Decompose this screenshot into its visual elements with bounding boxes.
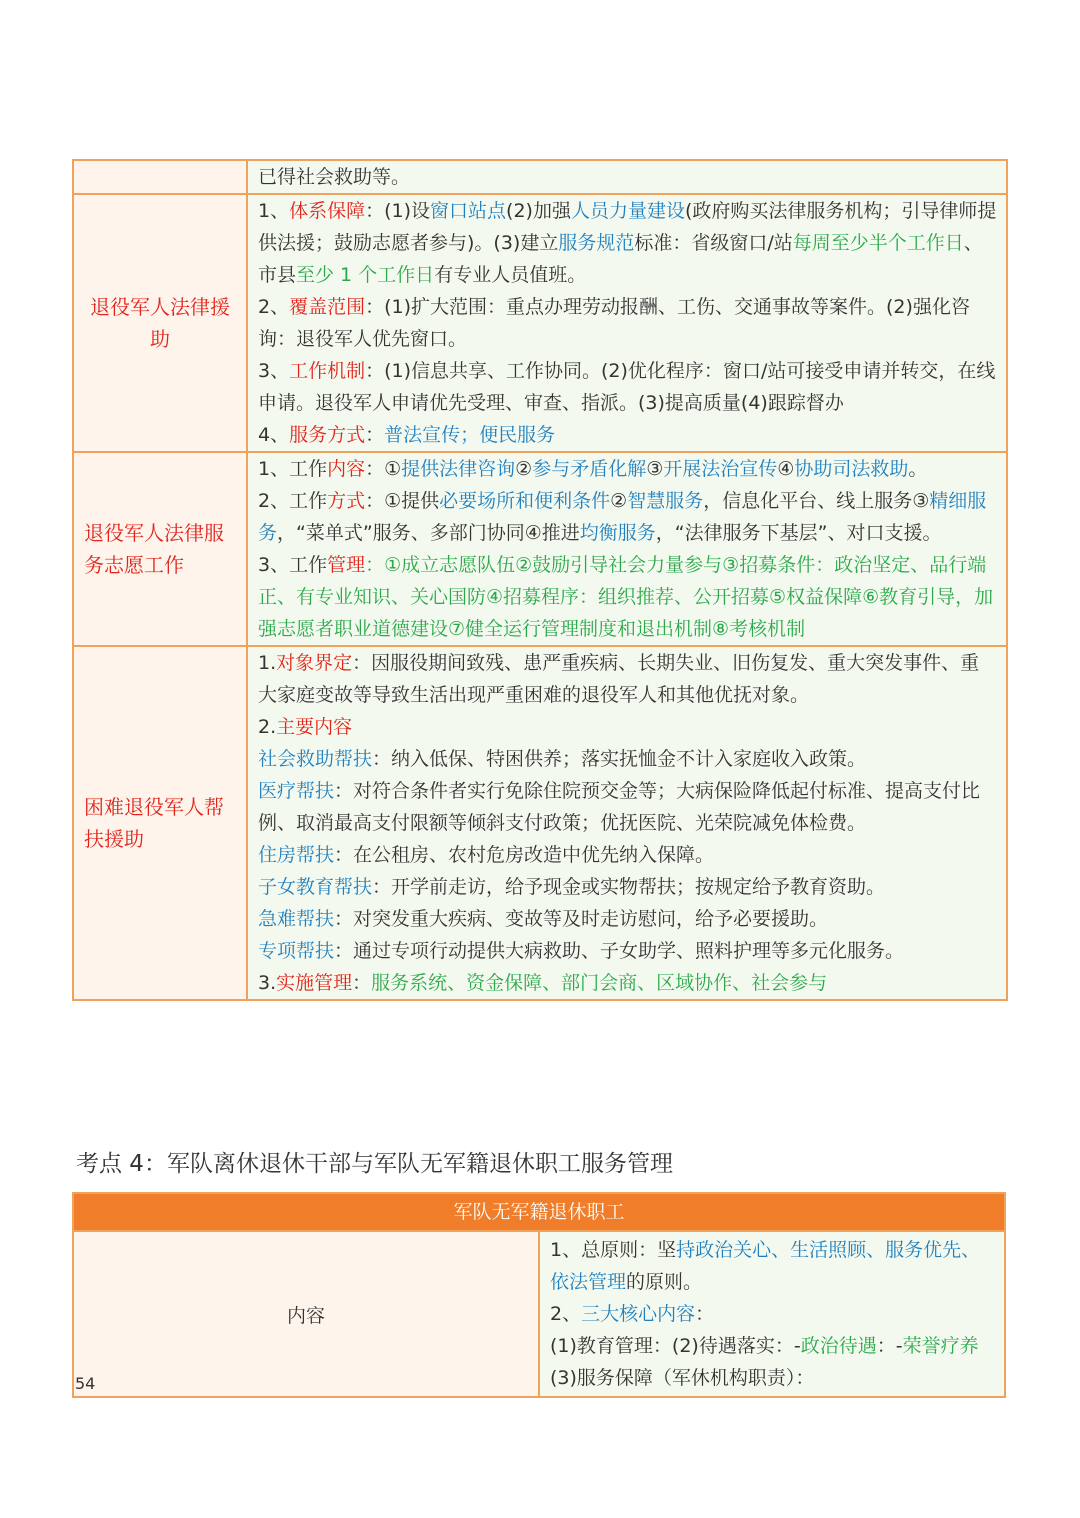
body-text: ③ [646,458,664,480]
highlight-text: 三大核心内容 [581,1303,696,1325]
highlight-text: ：①成立志愿队伍②鼓励引导社会力量参与③招募条件：政治坚定、品行端正、有专业知识、关心国防④招募程序：组织推荐、公开招募⑤权益保障⑥教育引导，加强志愿者职业道德建设⑦健全运行管理制度和退出机制⑧考核机制 [258,554,994,640]
highlight-text: 专项帮扶 [258,940,335,962]
highlight-text: 荣誉疗养 [902,1335,979,1357]
body-text: ，“法律服务下基层”、对口支援。 [655,522,942,544]
body-text: ：在公租房、农村危房改造中优先纳入保障。 [334,844,715,866]
text-line [550,1234,994,1298]
text-line [258,935,998,967]
highlight-text: 提供法律咨询 [401,458,516,480]
highlight-text: 均衡服务 [579,522,656,544]
body-text: ② [610,490,628,512]
body-text: ④ [777,458,795,480]
body-text: ：(1)扩大范围：重点办理劳动报酬、工伤、交通事故等案件。(2)强化咨询：退役军人优先窗口。 [258,296,970,350]
table-row [73,194,1007,452]
body-text: ：通过专项行动提供大病救助、子女助学、照料护理等多元化服务。 [334,940,905,962]
section-title: 考点 4：军队离休退休干部与军队无军籍退休职工服务管理 [76,1151,673,1177]
retired-staff-table [72,1192,1006,1398]
body-text: 标准：省级窗口/站 [634,232,793,254]
text-line [258,549,998,645]
body-text: 1、总原则：坚 [550,1239,677,1261]
body-text: ：(1)设 [365,200,431,222]
body-text: ： [695,1303,715,1325]
text-line [258,871,998,903]
body-text: ：开学前走访，给予现金或实物帮扶；按规定给予教育资助。 [372,876,886,898]
text-line [258,775,998,839]
table-header: 军队无军籍退休职工 [73,1193,1005,1231]
body-text: ：①提供 [365,490,440,512]
text-line [258,967,998,999]
table-header-row [73,1193,1005,1231]
highlight-text: 人员力量建设 [570,200,685,222]
row-content [247,646,1007,1000]
highlight-text: 覆盖范围 [289,296,366,318]
table-row [73,646,1007,1000]
highlight-text: 子女教育帮扶 [258,876,373,898]
highlight-text: 管理 [327,554,366,576]
body-text: (2)加强 [506,200,571,222]
highlight-text: 服务系统、资金保障、部门会商、区域协作、社会参与 [371,972,828,994]
text-line [258,419,998,451]
highlight-text: 服务方式 [289,424,366,446]
body-text: 有专业人员值班。 [434,264,587,286]
highlight-text: 参与矛盾化解 [532,458,647,480]
body-text: ： [352,972,372,994]
row-content: 已得社会救助等。 [247,160,1007,194]
highlight-text: 窗口站点 [430,200,507,222]
body-text: ② [515,458,533,480]
text-line [550,1362,994,1394]
text-line [550,1298,994,1330]
body-text: ： [365,424,385,446]
body-text: 2. [258,716,277,738]
highlight-text: 协助司法救助 [794,458,909,480]
text-line [258,839,998,871]
highlight-text: 医疗帮扶 [258,780,335,802]
highlight-text: 开展法治宣传 [663,458,778,480]
text-line [258,453,998,485]
page-number: 54 [75,1374,96,1393]
row-content [247,452,1007,646]
row-content [539,1231,1005,1397]
text-line [258,711,998,743]
row-label: 退役军人法律服务志愿工作 [73,452,247,646]
highlight-text: 至少 1 个工作日 [296,264,435,286]
row-label: 退役军人法律援助 [73,194,247,452]
body-text: 、市县 [258,232,983,286]
highlight-text: 持政治关心、生活照顾、服务优先、依法管理 [550,1239,981,1293]
body-text: 2、 [550,1303,582,1325]
body-text: 3. [258,972,277,994]
main-table [72,159,1008,1001]
row-label: 困难退役军人帮扶援助 [73,646,247,1000]
body-text: 2、 [258,296,290,318]
body-text: 1、工作 [258,458,328,480]
body-text: 2、工作 [258,490,328,512]
body-text: 的原则。 [626,1271,703,1293]
body-text: ：① [365,458,402,480]
text-line [258,195,998,291]
text-line [550,1330,994,1362]
body-text: ：因服役期间致残、患严重疾病、长期失业、旧伤复发、重大突发事件、重大家庭变故等导致生活出现严重困难的退役军人和其他优抚对象。 [258,652,980,706]
highlight-text: 智慧服务 [627,490,704,512]
body-text: 3、工作 [258,554,328,576]
highlight-text: 社会救助帮扶 [258,748,373,770]
body-text: ：(1)信息共享、工作协同。(2)优化程序：窗口/站可接受申请并转交，在线申请。退役军人申请优先受理、审查、指派。(3)提高质量(4)跟踪督办 [258,360,996,414]
highlight-text: 内容 [327,458,366,480]
body-text: ：纳入低保、特困供养；落实抚恤金不计入家庭收入政策。 [372,748,867,770]
row-label: 内容 [73,1231,539,1397]
body-text: (3)服务保障（军休机构职责）： [550,1367,815,1389]
body-text: ：- [876,1335,903,1357]
text-line [258,291,998,355]
text-line [258,485,998,549]
body-text: ：对突发重大疾病、变故等及时走访慰问，给予必要援助。 [334,908,829,930]
body-text: ，信息化平台、线上服务③ [703,490,930,512]
body-text: 4、 [258,424,290,446]
highlight-text: 普法宣传；便民服务 [384,424,556,446]
highlight-text: 精细服务 [258,490,987,544]
text-line [258,647,998,711]
highlight-text: 服务规范 [558,232,635,254]
body-text: 。 [908,458,928,480]
highlight-text: 政治待遇 [800,1335,877,1357]
body-text: 1、 [258,200,290,222]
body-text: 3、 [258,360,290,382]
highlight-text: 体系保障 [289,200,366,222]
highlight-text: 主要内容 [276,716,353,738]
text-line [258,903,998,935]
highlight-text: 方式 [327,490,366,512]
text-line [258,743,998,775]
highlight-text: 住房帮扶 [258,844,335,866]
table-row [73,1231,1005,1397]
highlight-text: 每周至少半个工作日 [792,232,964,254]
body-text: ：对符合条件者实行免除住院预交金等；大病保险降低起付标准、提高支付比例、取消最高支付限额等倾斜支付政策；优抚医院、光荣院减免体检费。 [258,780,981,834]
table-row [73,160,1007,194]
body-text: 1. [258,652,277,674]
highlight-text: 必要场所和便利条件 [439,490,611,512]
row-content [247,194,1007,452]
row-label-empty [73,160,247,194]
highlight-text: 实施管理 [276,972,353,994]
text-line [258,355,998,419]
body-text: (政府购买法律服务机构；引导律师提供法援；鼓励志愿者参与)。(3)建立 [258,200,997,254]
highlight-text: 对象界定 [276,652,353,674]
highlight-text: 急难帮扶 [258,908,335,930]
body-text: (1)教育管理：(2)待遇落实：- [550,1335,801,1357]
highlight-text: 工作机制 [289,360,366,382]
table-row [73,452,1007,646]
body-text: ，“菜单式”服务、多部门协同④推进 [277,522,580,544]
